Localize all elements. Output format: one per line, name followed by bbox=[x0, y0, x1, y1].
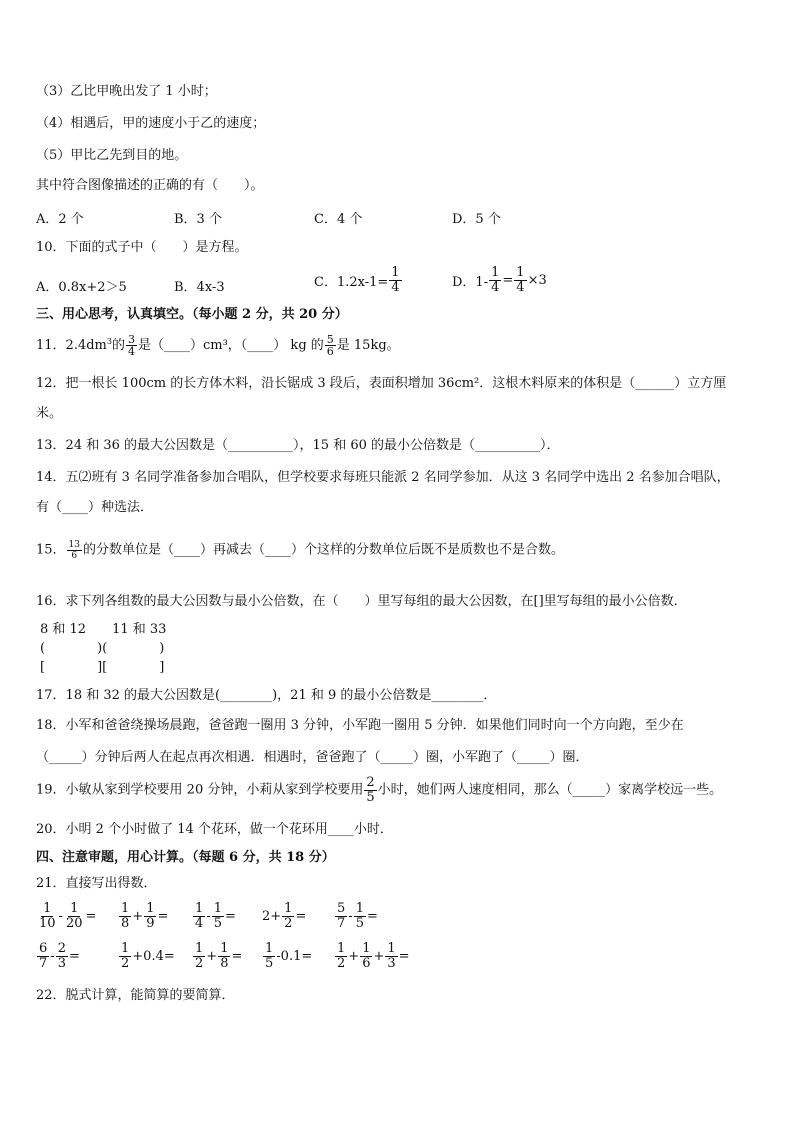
fraction: $\frac{1}{4}$ bbox=[491, 265, 500, 295]
q9-stem: 其中符合图像描述的正确的有（ ）。 bbox=[36, 178, 264, 193]
q16-gcd-parens: ( )( ) bbox=[40, 641, 165, 656]
fraction: $\frac{1}{5}$ bbox=[355, 901, 364, 931]
q12-line-2: 米。 bbox=[36, 406, 63, 421]
q21-stem: 21．直接写出得数． bbox=[36, 876, 157, 891]
q10-stem: 10．下面的式子中（ ）是方程。 bbox=[36, 240, 248, 255]
fraction: $\frac{1}{4}$ bbox=[195, 901, 204, 931]
fraction: $\frac{1}{2}$ bbox=[195, 941, 204, 971]
calc-expression: $\frac{6}{7}$ - $\frac{2}{3}$ = bbox=[39, 941, 80, 971]
q16-groups: 8 和 12 11 和 33 bbox=[40, 622, 167, 637]
fraction: $\frac{1}{3}$ bbox=[387, 941, 396, 971]
fraction: $\frac{1}{4}$ bbox=[516, 265, 525, 295]
fraction: $\frac{5}{7}$ bbox=[337, 901, 346, 931]
q10-option-b: B．4x-3 bbox=[174, 280, 225, 295]
fraction: $\frac{1}{2}$ bbox=[337, 941, 346, 971]
fraction: $\frac{13}{6}$ bbox=[68, 540, 80, 561]
fraction: $\frac{1}{5}$ bbox=[213, 901, 222, 931]
q18-line-1: 18．小军和爸爸绕操场晨跑，爸爸跑一圈用 3 分钟，小军跑一圈用 5 分钟．如果他们同时向一个方向跑，至少在 bbox=[36, 718, 684, 733]
q9-item-4: （4）相遇后，甲的速度小于乙的速度； bbox=[36, 116, 266, 131]
calc-expression: $\frac{1}{4}$ - $\frac{1}{5}$ = bbox=[195, 901, 236, 931]
fraction: $\frac{2}{3}$ bbox=[57, 941, 66, 971]
q9-option-d: D．5 个 bbox=[452, 212, 501, 227]
q9-option-c: C．4 个 bbox=[314, 212, 363, 227]
fraction: $\frac{1}{10}$ bbox=[39, 901, 56, 931]
q17: 17．18 和 32 的最大公因数是(________)，21 和 9 的最小公倍数是________． bbox=[36, 688, 497, 703]
fraction: $\frac{1}{4}$ bbox=[391, 265, 400, 295]
fraction: $\frac{2}{5}$ bbox=[366, 775, 375, 805]
calc-expression: $\frac{1}{10}$ - $\frac{1}{20}$ = bbox=[39, 901, 97, 931]
q14-line-1: 14．五⑵班有 3 名同学准备参加合唱队，但学校要求每班只能派 2 名同学参加．从这 3 名同学中选出 2 名参加合唱队， bbox=[36, 470, 730, 485]
q10-option-d: D．1- $\frac{1}{4}$ = $\frac{1}{4}$ ×3 bbox=[452, 265, 547, 295]
q11: 11．$2.4dm^3$的 $\frac{3}{4}$ 是（____）cm³，（____） kg 的 $\frac{5}{6}$ 是 15kg。 bbox=[36, 333, 400, 359]
q10-option-a: A．0.8x+2＞5 bbox=[36, 280, 127, 295]
q13: 13．24 和 36 的最大公因数是（__________），15 和 60 的最小公倍数是（__________）． bbox=[36, 438, 560, 453]
q9-item-3: （3）乙比甲晚出发了 1 小时； bbox=[36, 84, 217, 99]
fraction: $\frac{1}{2}$ bbox=[121, 941, 130, 971]
fraction: $\frac{1}{5}$ bbox=[265, 941, 274, 971]
fraction: $\frac{3}{4}$ bbox=[127, 333, 135, 359]
fraction: $\frac{5}{6}$ bbox=[326, 333, 334, 359]
q9-option-a: A．2 个 bbox=[36, 212, 84, 227]
q9-option-b: B．3 个 bbox=[174, 212, 222, 227]
q15: 15． $\frac{13}{6}$ 的分数单位是（____）再减去（____）个这样的分数单位后既不是质数也不是合数。 bbox=[36, 540, 565, 561]
q10-option-c-text: C．1.2x-1= bbox=[314, 275, 389, 290]
calc-expression: $\frac{1}{2}$ +0.4= bbox=[121, 941, 175, 971]
q18-line-2: （_____）分钟后两人在起点再次相遇．相遇时，爸爸跑了（_____）圈，小军跑了（_____）圈． bbox=[36, 750, 589, 765]
fraction: $\frac{1}{8}$ bbox=[220, 941, 229, 971]
q14-line-2: 有（____）种选法． bbox=[36, 500, 154, 515]
q19: 19．小敏从家到学校要用 20 分钟，小莉从家到学校要用 $\frac{2}{5}$ 小时，她们两人速度相同，那么（_____）家离学校远一些。 bbox=[36, 775, 723, 805]
calc-expression: $\frac{5}{7}$ - $\frac{1}{5}$ = bbox=[337, 901, 378, 931]
section-4-heading: 四、注意审题，用心计算。（每题 6 分，共 18 分） bbox=[36, 850, 335, 865]
q22: 22．脱式计算，能简算的要简算． bbox=[36, 988, 235, 1003]
fraction: $\frac{6}{7}$ bbox=[39, 941, 48, 971]
calc-expression: $\frac{1}{5}$ -0.1= bbox=[265, 941, 313, 971]
q9-item-5: （5）甲比乙先到目的地。 bbox=[36, 148, 188, 163]
q20: 20．小明 2 个小时做了 14 个花环，做一个花环用____小时． bbox=[36, 822, 393, 837]
fraction: $\frac{1}{6}$ bbox=[362, 941, 371, 971]
q10-option-d-text: D．1- bbox=[452, 275, 489, 290]
fraction: $\frac{1}{20}$ bbox=[65, 901, 83, 931]
calc-expression: $\frac{1}{2}$ + $\frac{1}{8}$ = bbox=[195, 941, 243, 971]
fraction: $\frac{1}{9}$ bbox=[146, 901, 155, 931]
q16-lcm-brackets: [ ][ ] bbox=[40, 660, 165, 675]
section-3-heading: 三、用心思考，认真填空。（每小题 2 分，共 20 分） bbox=[36, 307, 348, 322]
q10-option-c bbox=[314, 266, 403, 295]
q16-stem: 16．求下列各组数的最大公因数与最小公倍数，在（ ）里写每组的最大公因数，在[]里写每组的最小公倍数． bbox=[36, 594, 687, 609]
calc-expression: $\frac{1}{8}$ + $\frac{1}{9}$ = bbox=[121, 901, 169, 931]
calc-expression: $\frac{1}{2}$ + $\frac{1}{6}$ + $\frac{1}{3}$ = bbox=[337, 941, 410, 971]
calc-expression: 2+ $\frac{1}{2}$ = bbox=[262, 901, 307, 931]
fraction: $\frac{1}{2}$ bbox=[284, 901, 293, 931]
q12-line-1: 12．把一根长 100cm 的长方体木料，沿长锯成 3 段后，表面积增加 36cm²．这根木料原来的体积是（______）立方厘 bbox=[36, 376, 727, 391]
fraction: $\frac{1}{8}$ bbox=[121, 901, 130, 931]
